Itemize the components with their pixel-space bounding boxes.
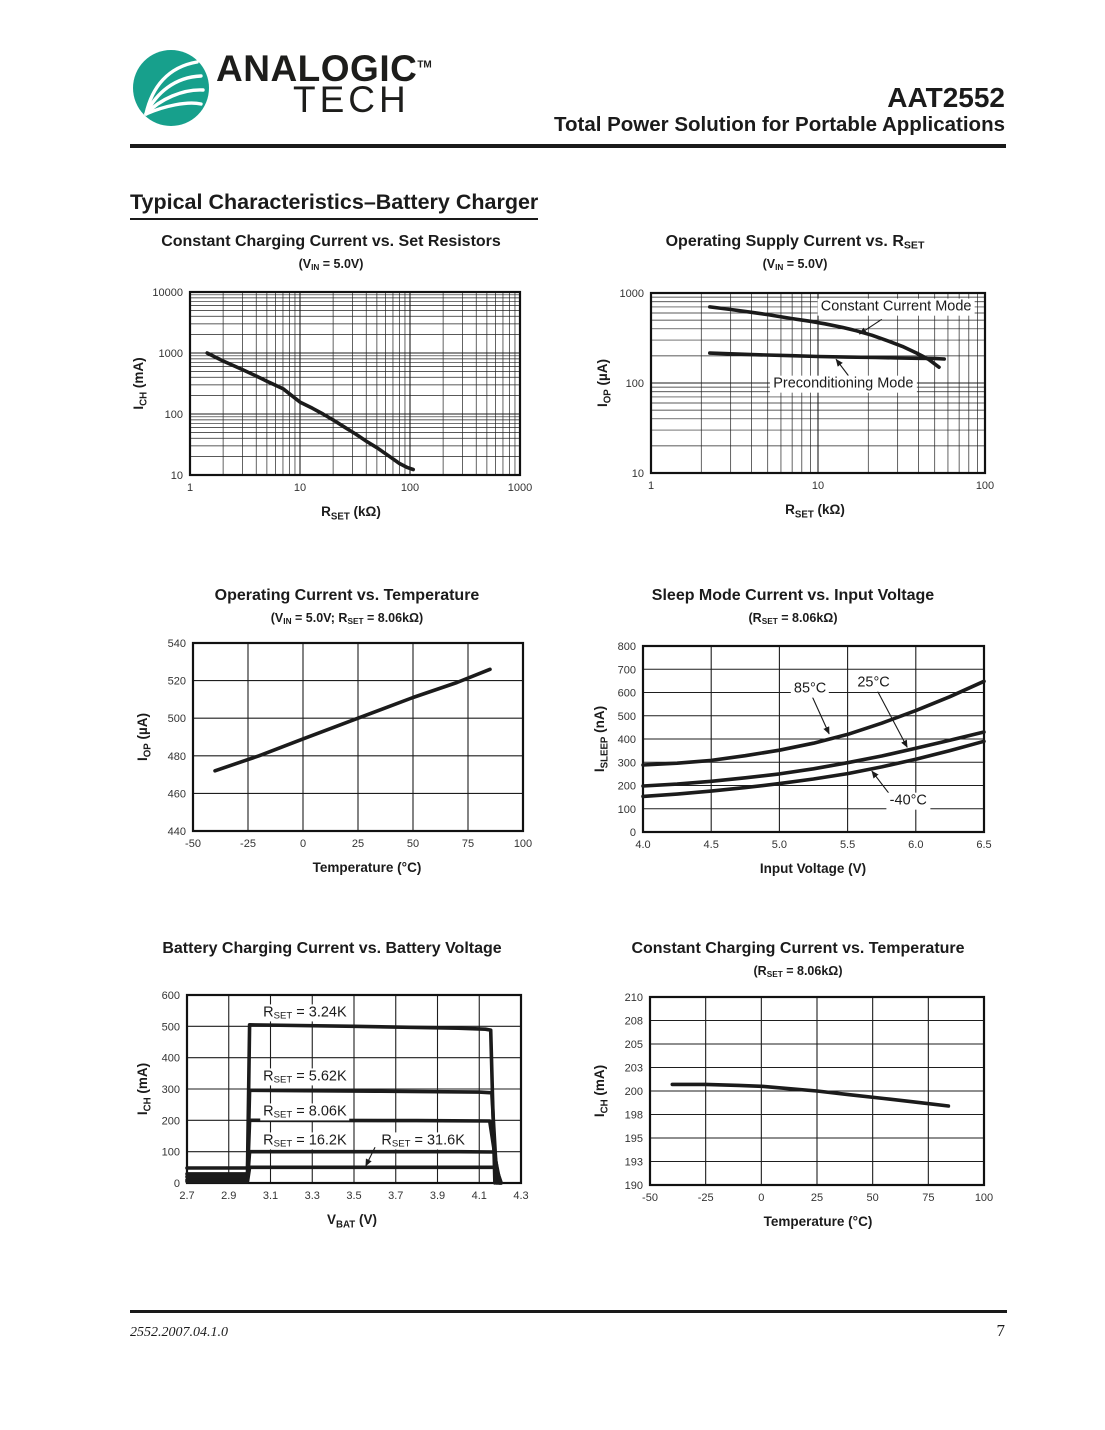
svg-text:3.9: 3.9	[429, 1190, 446, 1202]
svg-text:200: 200	[617, 780, 636, 793]
leader-line	[812, 696, 829, 734]
y-tick-labels	[152, 287, 183, 482]
svg-text:6.5: 6.5	[976, 839, 992, 851]
svg-text:3.7: 3.7	[388, 1190, 404, 1202]
svg-text:190: 190	[624, 1180, 643, 1192]
annotation-operating-supply-current-vs-rset-0: Constant Current Mode	[818, 299, 975, 316]
annotation-sleep-mode-current-vs-input-voltage-0: 85°C	[791, 681, 829, 698]
svg-text:205: 205	[624, 1039, 643, 1051]
svg-text:600: 600	[161, 990, 180, 1002]
x-tick-labels	[179, 1190, 528, 1202]
svg-text:-25: -25	[240, 838, 256, 850]
chart-title-battery-charging-current-vs-battery-voltage: Battery Charging Current vs. Battery Voltage	[162, 940, 502, 957]
svg-text:208: 208	[624, 1015, 643, 1028]
svg-text:10: 10	[811, 480, 825, 492]
y-axis-label: $I_{SLEEP}$ (nA)	[592, 705, 611, 773]
svg-text:300: 300	[161, 1084, 180, 1096]
svg-text:0: 0	[299, 838, 307, 850]
chart-title-constant-charging-current-vs-temperature: Constant Charging Current vs. Temperature	[631, 940, 965, 957]
y-tick-labels	[162, 990, 180, 1190]
x-tick-labels	[187, 482, 532, 494]
svg-text:25: 25	[810, 1192, 824, 1204]
svg-text:100: 100	[617, 803, 636, 816]
x-axis-label: Temperature (°C)	[312, 860, 422, 875]
svg-text:4.5: 4.5	[703, 839, 719, 851]
y-tick-labels	[620, 288, 644, 480]
svg-text:195: 195	[624, 1133, 643, 1145]
svg-text:198: 198	[624, 1109, 643, 1122]
chart-constant-charging-current-vs-set-resistors	[131, 287, 532, 523]
brand-line2: TECH	[293, 79, 410, 121]
svg-text:6.0: 6.0	[908, 839, 924, 851]
y-tick-labels	[168, 638, 186, 838]
y-axis-label: $I_{CH}$ (mA)	[592, 1064, 611, 1118]
svg-text:4.3: 4.3	[513, 1190, 529, 1202]
x-tick-labels	[185, 838, 532, 850]
svg-text:100: 100	[974, 1192, 994, 1204]
svg-text:600: 600	[617, 687, 636, 700]
svg-text:50: 50	[406, 838, 420, 850]
svg-text:480: 480	[167, 750, 186, 763]
footer-rule	[130, 1310, 1007, 1313]
svg-text:1000: 1000	[507, 482, 533, 494]
svg-text:1000: 1000	[158, 348, 183, 360]
annotation-sleep-mode-current-vs-input-voltage-2: -40°C	[887, 793, 930, 810]
brand-line1: ANALOGIC™	[216, 48, 432, 89]
annotation-operating-supply-current-vs-rset-1: Preconditioning Mode	[770, 376, 916, 393]
svg-text:0: 0	[758, 1192, 765, 1204]
svg-text:300: 300	[617, 757, 636, 770]
svg-text:193: 193	[624, 1156, 643, 1169]
x-axis-label: $V_{BAT}$ (V)	[327, 1212, 377, 1231]
x-axis-label: $R_{SET}$ (kΩ)	[321, 504, 381, 523]
leader-line	[872, 771, 889, 794]
svg-text:203: 203	[624, 1062, 643, 1075]
svg-text:700: 700	[617, 664, 636, 677]
chart-subtitle-sleep-mode-current-vs-input-voltage: (RSET = 8.06kΩ)	[748, 611, 838, 626]
trademark-symbol: TM	[417, 59, 432, 71]
svg-text:0: 0	[173, 1178, 180, 1190]
svg-text:100: 100	[513, 838, 533, 850]
svg-text:50: 50	[866, 1192, 879, 1204]
doc-code: 2552.2007.04.1.0	[130, 1325, 228, 1340]
chart-subtitle-constant-charging-current-vs-set-resistors: (VIN = 5.0V)	[298, 257, 364, 272]
svg-text:2.7: 2.7	[179, 1190, 195, 1202]
svg-text:100: 100	[400, 482, 420, 494]
svg-text:500: 500	[167, 713, 186, 726]
x-tick-labels	[648, 480, 994, 492]
plot-border	[190, 292, 520, 475]
svg-text:2.9: 2.9	[221, 1190, 237, 1202]
series-charging-current	[207, 353, 413, 470]
leader-line	[836, 359, 848, 375]
x-tick-labels	[635, 839, 991, 851]
part-number: AAT2552	[887, 82, 1005, 113]
svg-text:25: 25	[351, 838, 365, 850]
svg-text:-50: -50	[185, 838, 201, 850]
x-axis-label: $R_{SET}$ (kΩ)	[785, 502, 845, 521]
svg-text:1000: 1000	[619, 288, 644, 300]
y-axis-label: $I_{OP}$ (µA)	[135, 712, 154, 762]
grid-major	[190, 292, 520, 475]
chart-title-constant-charging-current-vs-set-resistors: Constant Charging Current vs. Set Resistors	[161, 233, 501, 250]
svg-text:400: 400	[617, 734, 636, 746]
x-axis-label: Temperature (°C)	[763, 1214, 873, 1229]
svg-text:4.0: 4.0	[635, 839, 651, 851]
grid-minor	[190, 292, 520, 475]
y-axis-label: $I_{CH}$ (mA)	[131, 357, 150, 410]
svg-text:100: 100	[625, 378, 644, 390]
y-axis-label: $I_{CH}$ (mA)	[135, 1062, 154, 1116]
chart-operating-supply-current-vs-rset	[595, 288, 994, 521]
svg-text:400: 400	[161, 1052, 180, 1065]
section-heading: Typical Characteristics–Battery Charger	[130, 190, 538, 220]
y-tick-labels	[618, 641, 636, 839]
svg-text:460: 460	[167, 788, 186, 801]
svg-text:5.0: 5.0	[771, 839, 788, 851]
svg-text:5.5: 5.5	[839, 839, 856, 851]
annotation-sleep-mode-current-vs-input-voltage-1: 25°C	[854, 675, 892, 692]
svg-text:1: 1	[647, 480, 655, 492]
svg-text:-25: -25	[697, 1192, 714, 1204]
grid-major	[187, 995, 521, 1183]
annotation-battery-charging-current-vs-battery-voltage-1: RSET = 5.62K	[260, 1068, 350, 1085]
svg-text:210: 210	[624, 992, 643, 1004]
leader-line	[859, 319, 881, 334]
svg-text:500: 500	[617, 710, 636, 723]
y-tick-labels	[625, 992, 643, 1192]
svg-text:100: 100	[164, 409, 183, 421]
svg-text:500: 500	[161, 1021, 180, 1034]
chart-constant-charging-current-vs-temperature	[592, 992, 993, 1229]
chart-subtitle-operating-supply-current-vs-rset: (VIN = 5.0V)	[762, 257, 828, 272]
chart-battery-charging-current-vs-battery-voltage	[135, 990, 529, 1231]
svg-text:10: 10	[631, 468, 644, 480]
svg-text:440: 440	[167, 826, 186, 838]
chart-title-operating-supply-current-vs-rset: Operating Supply Current vs. RSET	[665, 233, 925, 252]
svg-text:200: 200	[161, 1115, 180, 1128]
series-rset-3.24k	[187, 1025, 495, 1183]
chart-sleep-mode-current-vs-input-voltage	[592, 641, 992, 876]
annotation-battery-charging-current-vs-battery-voltage-3: RSET = 16.2K	[260, 1132, 350, 1149]
x-axis-label: Input Voltage (V)	[759, 861, 867, 876]
svg-text:100: 100	[161, 1146, 180, 1159]
svg-text:520: 520	[167, 675, 186, 688]
svg-text:-50: -50	[642, 1192, 658, 1204]
x-tick-labels	[642, 1192, 993, 1204]
svg-text:200: 200	[624, 1086, 643, 1098]
chart-subtitle-constant-charging-current-vs-temperature: (RSET = 8.06kΩ)	[753, 964, 843, 979]
svg-text:10: 10	[170, 470, 183, 482]
svg-text:4.1: 4.1	[471, 1190, 487, 1202]
svg-text:3.5: 3.5	[346, 1190, 362, 1202]
svg-text:10000: 10000	[152, 287, 183, 299]
svg-text:0: 0	[629, 827, 636, 839]
svg-text:3.1: 3.1	[262, 1190, 279, 1202]
svg-text:100: 100	[975, 480, 995, 492]
grid-major	[193, 643, 523, 831]
svg-text:540: 540	[167, 638, 186, 650]
chart-title-operating-current-vs-temperature: Operating Current vs. Temperature	[214, 587, 480, 604]
chart-subtitle-operating-current-vs-temperature: (VIN = 5.0V; RSET = 8.06kΩ)	[270, 611, 424, 626]
annotation-battery-charging-current-vs-battery-voltage-2: RSET = 8.06K	[260, 1103, 350, 1120]
svg-text:1: 1	[186, 482, 194, 494]
svg-text:10: 10	[293, 482, 307, 494]
svg-text:3.3: 3.3	[304, 1190, 320, 1202]
page-number: 7	[996, 1321, 1005, 1340]
annotation-battery-charging-current-vs-battery-voltage-4: RSET = 31.6K	[378, 1132, 468, 1149]
series-charging-current	[672, 1084, 948, 1106]
chart-operating-current-vs-temperature	[135, 638, 532, 875]
series-85C	[643, 681, 984, 765]
grid-major	[643, 646, 984, 832]
chart-title-sleep-mode-current-vs-input-voltage: Sleep Mode Current vs. Input Voltage	[651, 587, 935, 604]
y-axis-label: $I_{OP}$ (µA)	[595, 358, 614, 408]
svg-text:75: 75	[461, 838, 475, 850]
tagline: Total Power Solution for Portable Applications	[553, 113, 1005, 136]
svg-text:75: 75	[922, 1192, 935, 1204]
svg-text:800: 800	[617, 641, 636, 653]
annotation-battery-charging-current-vs-battery-voltage-0: RSET = 3.24K	[260, 1004, 350, 1021]
